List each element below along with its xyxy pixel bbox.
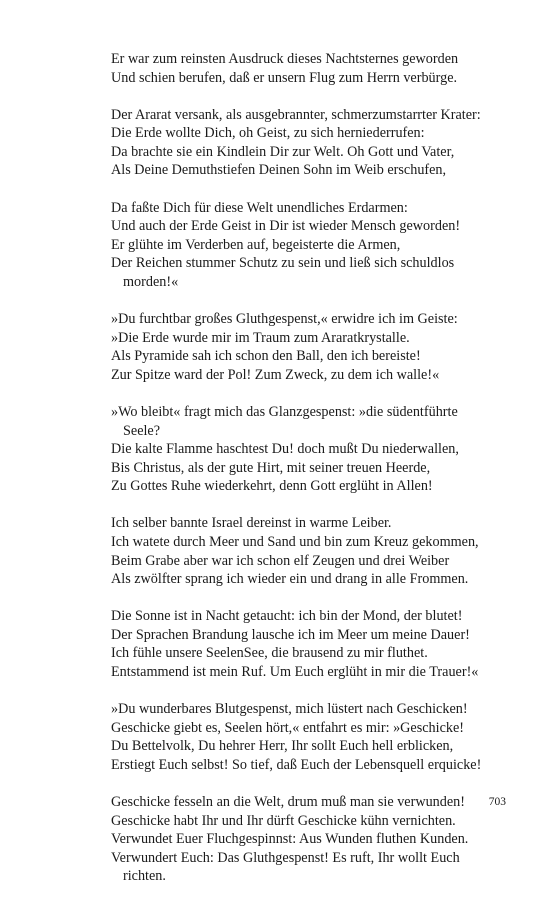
stanza [111, 793, 511, 886]
stanza [111, 199, 511, 292]
verse-line: Seele? [123, 422, 161, 439]
verse-line: Zu Gottes Ruhe wiederkehrt, denn Gott erglüht in Allen! [111, 478, 433, 495]
verse-line: Entstammend ist mein Ruf. Um Euch erglüht in mir die Trauer!« [111, 664, 479, 681]
verse-line: Der Reichen stummer Schutz zu sein und ließ sich schuldlos [111, 255, 455, 272]
stanza [111, 700, 511, 774]
stanza [111, 514, 511, 588]
verse-line: Geschicke fesseln an die Welt, drum muß man sie verwunden! [111, 794, 465, 810]
verse-line: Geschicke habt Ihr und Ihr dürft Geschicke kühn vernichten. [111, 812, 456, 829]
stanza [111, 310, 511, 384]
verse-line: Erstiegt Euch selbst! So tief, daß Euch der Lebensquell erquicke! [111, 756, 482, 773]
verse-line: richten. [123, 868, 166, 885]
verse-line: Bis Christus, als der gute Hirt, mit seiner treuen Heerde, [111, 459, 431, 476]
verse-line: Beim Grabe aber war ich schon elf Zeugen und drei Weiber [111, 552, 450, 569]
verse-line: Und schien berufen, daß er unsern Flug zum Herrn verbürge. [111, 69, 458, 86]
verse-line: Ich fühle unsere SeelenSee, die brausend zu mir fluthet. [111, 645, 428, 662]
verse-line: »Du wunderbares Blutgespenst, mich lüstert nach Geschicken! [111, 701, 468, 718]
verse-line: Da brachte sie ein Kindlein Dir zur Welt. Oh Gott und Vater, [111, 143, 455, 160]
stanza [111, 50, 511, 87]
stanza [111, 607, 511, 681]
stanza [111, 106, 511, 180]
stanza [111, 403, 511, 496]
verse-line: Als Deine Demuthstiefen Deinen Sohn im Weib erschufen, [111, 162, 447, 179]
verse-line: Der Sprachen Brandung lausche ich im Meer um meine Dauer! [111, 626, 470, 643]
verse-line: Die Erde wollte Dich, oh Geist, zu sich herniederrufen: [111, 125, 425, 142]
verse-line: Der Ararat versank, als ausgebrannter, schmerzumstarrter Krater: [111, 106, 481, 123]
poem-text [111, 50, 511, 904]
verse-line: Da faßte Dich für diese Welt unendliches Erdarmen: [111, 199, 408, 216]
verse-line: Ich watete durch Meer und Sand und bin zum Kreuz gekommen, [111, 533, 479, 550]
verse-line: Zur Spitze ward der Pol! Zum Zweck, zu dem ich walle!« [111, 366, 440, 383]
verse-line: »Du furchtbar großes Gluthgespenst,« erwidre ich im Geiste: [111, 311, 458, 328]
verse-line: Verwundet Euer Fluchgespinnst: Aus Wunden fluthen Kunden. [111, 831, 469, 848]
verse-line: morden!« [123, 273, 179, 290]
verse-line: Du Bettelvolk, Du hehrer Herr, Ihr sollt Euch hell erblicken, [111, 738, 454, 755]
verse-line: »Wo bleibt« fragt mich das Glanzgespenst: »die südentführte [111, 403, 458, 420]
verse-line: Und auch der Erde Geist in Dir ist wieder Mensch geworden! [111, 218, 461, 235]
verse-line: Als Pyramide sah ich schon den Ball, den ich bereiste! [111, 348, 421, 365]
verse-line: Die kalte Flamme haschtest Du! doch mußt Du niederwallen, [111, 441, 459, 458]
verse-line: Er glühte im Verderben auf, begeisterte die Armen, [111, 236, 401, 253]
page-number: 703 [488, 796, 506, 808]
verse-line: Die Sonne ist in Nacht getaucht: ich bin der Mond, der blutet! [111, 608, 463, 625]
verse-line: Er war zum reinsten Ausdruck dieses Nachtsternes geworden [111, 51, 459, 67]
verse-line: Als zwölfter sprang ich wieder ein und drang in alle Frommen. [111, 571, 469, 588]
verse-line: Ich selber bannte Israel dereinst in warme Leiber. [111, 515, 392, 532]
verse-line: »Die Erde wurde mir im Traum zum Araratkrystalle. [111, 329, 410, 346]
verse-line: Verwundert Euch: Das Gluthgespenst! Es ruft, Ihr wollt Euch [111, 849, 460, 866]
verse-line: Geschicke giebt es, Seelen hört,« entfahrt es mir: »Geschicke! [111, 719, 464, 736]
